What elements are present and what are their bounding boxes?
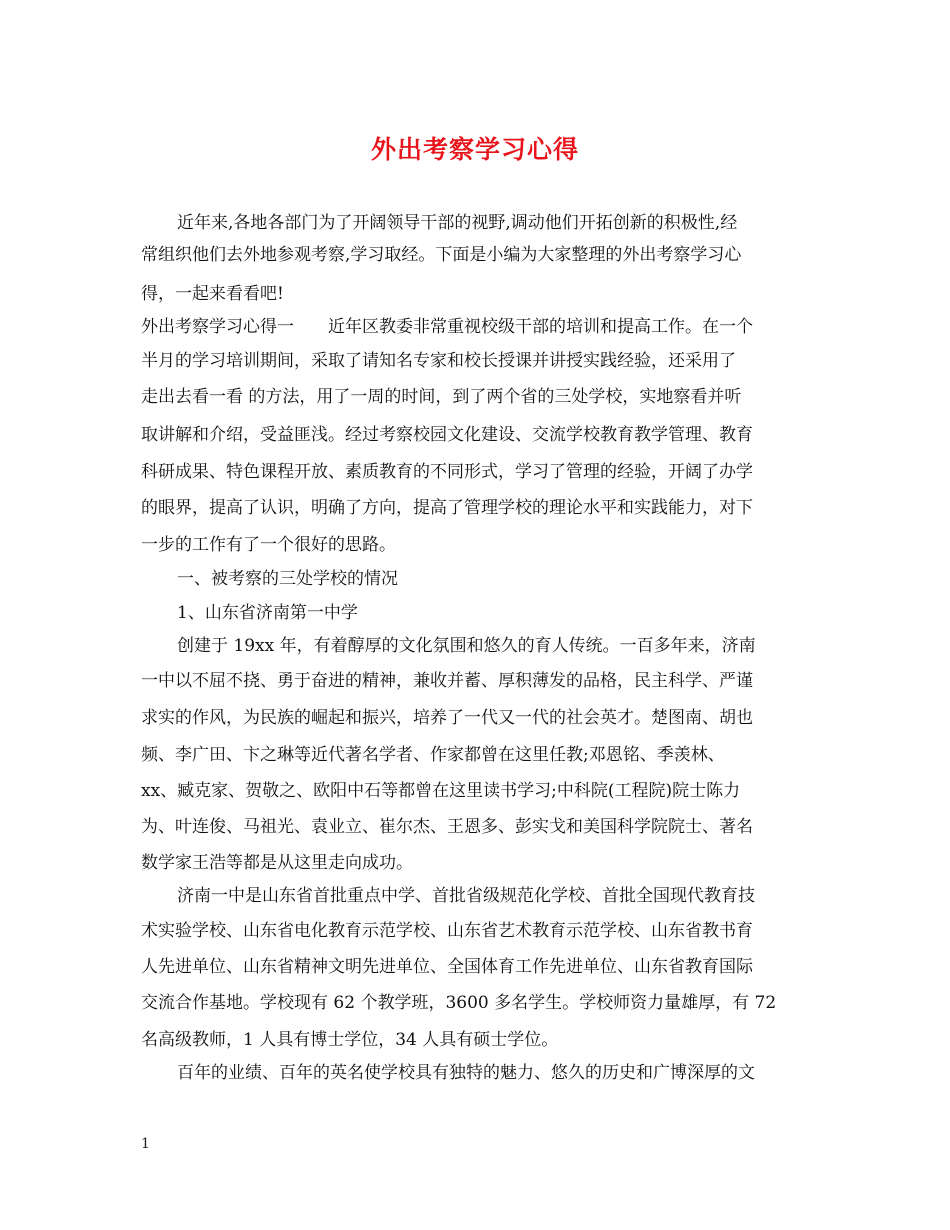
text-line: 创建于 19xx 年，有着醇厚的文化氛围和悠久的育人传统。一百多年来，济南 xyxy=(177,636,756,656)
text-line: 的眼界，提高了认识，明确了方向，提高了管理学校的理论水平和实践能力，对下 xyxy=(141,498,753,518)
text-line: xx、臧克家、贺敬之、欧阳中石等都曾在这里读书学习;中科院(工程院)院士陈力 xyxy=(141,781,741,801)
text-line: 交流合作基地。学校现有 62 个教学班，3600 多名学生。学校师资力量雄厚，有 72 xyxy=(141,993,777,1013)
text-line: 频、李广田、卞之琳等近代著名学者、作家都曾在这里任教;邓恩铭、季羡林、 xyxy=(141,745,725,765)
text-line: 为、叶连俊、马祖光、袁业立、崔尔杰、王恩多、彭实戈和美国科学院院士、著名 xyxy=(141,817,753,837)
text-line: 科研成果、特色课程开放、素质教育的不同形式，学习了管理的经验，开阔了办学 xyxy=(141,462,753,482)
text-line: 人先进单位、山东省精神文明先进单位、全国体育工作先进单位、山东省教育国际 xyxy=(141,957,753,977)
text-line: 外出考察学习心得一 近年区教委非常重视校级干部的培训和提高工作。在一个 xyxy=(141,317,753,337)
section-heading: 一、被考察的三处学校的情况 xyxy=(177,569,398,589)
text-line: 济南一中是山东省首批重点中学、首批省级规范化学校、首批全国现代教育技 xyxy=(177,886,755,906)
text-line: 求实的作风，为民族的崛起和振兴，培养了一代又一代的社会英才。楚图南、胡也 xyxy=(141,708,753,728)
document-title: 外出考察学习心得 xyxy=(370,135,579,164)
text-line: 常组织他们去外地参观考察,学习取经。下面是小编为大家整理的外出考察学习心 xyxy=(141,245,742,265)
subsection-heading: 1、山东省济南第一中学 xyxy=(177,603,358,623)
text-line: 数学家王浩等都是从这里走向成功。 xyxy=(141,853,413,873)
text-line: 取讲解和介绍，受益匪浅。经过考察校园文化建设、交流学校教育教学管理、教育 xyxy=(141,425,753,445)
page-number: 1 xyxy=(141,1136,150,1152)
text-line: 近年来,各地各部门为了开阔领导干部的视野,调动他们开拓创新的积极性,经 xyxy=(177,213,738,233)
text-line: 得，一起来看看吧! xyxy=(141,284,284,304)
text-line: 百年的业绩、百年的英名使学校具有独特的魅力、悠久的历史和广博深厚的文 xyxy=(177,1063,755,1083)
text-line: 名高级教师，1 人具有博士学位，34 人具有硕士学位。 xyxy=(141,1030,559,1050)
text-line: 一中以不屈不挠、勇于奋进的精神，兼收并蓄、厚积薄发的品格，民主科学、严谨 xyxy=(141,671,753,691)
text-line: 一步的工作有了一个很好的思路。 xyxy=(141,535,396,555)
text-line: 术实验学校、山东省电化教育示范学校、山东省艺术教育示范学校、山东省教书育 xyxy=(141,921,753,941)
text-line: 走出去看一看 的方法，用了一周的时间，到了两个省的三处学校，实地察看并听 xyxy=(141,387,742,407)
text-line: 半月的学习培训期间，采取了请知名专家和校长授课并讲授实践经验，还采用了 xyxy=(141,351,736,371)
